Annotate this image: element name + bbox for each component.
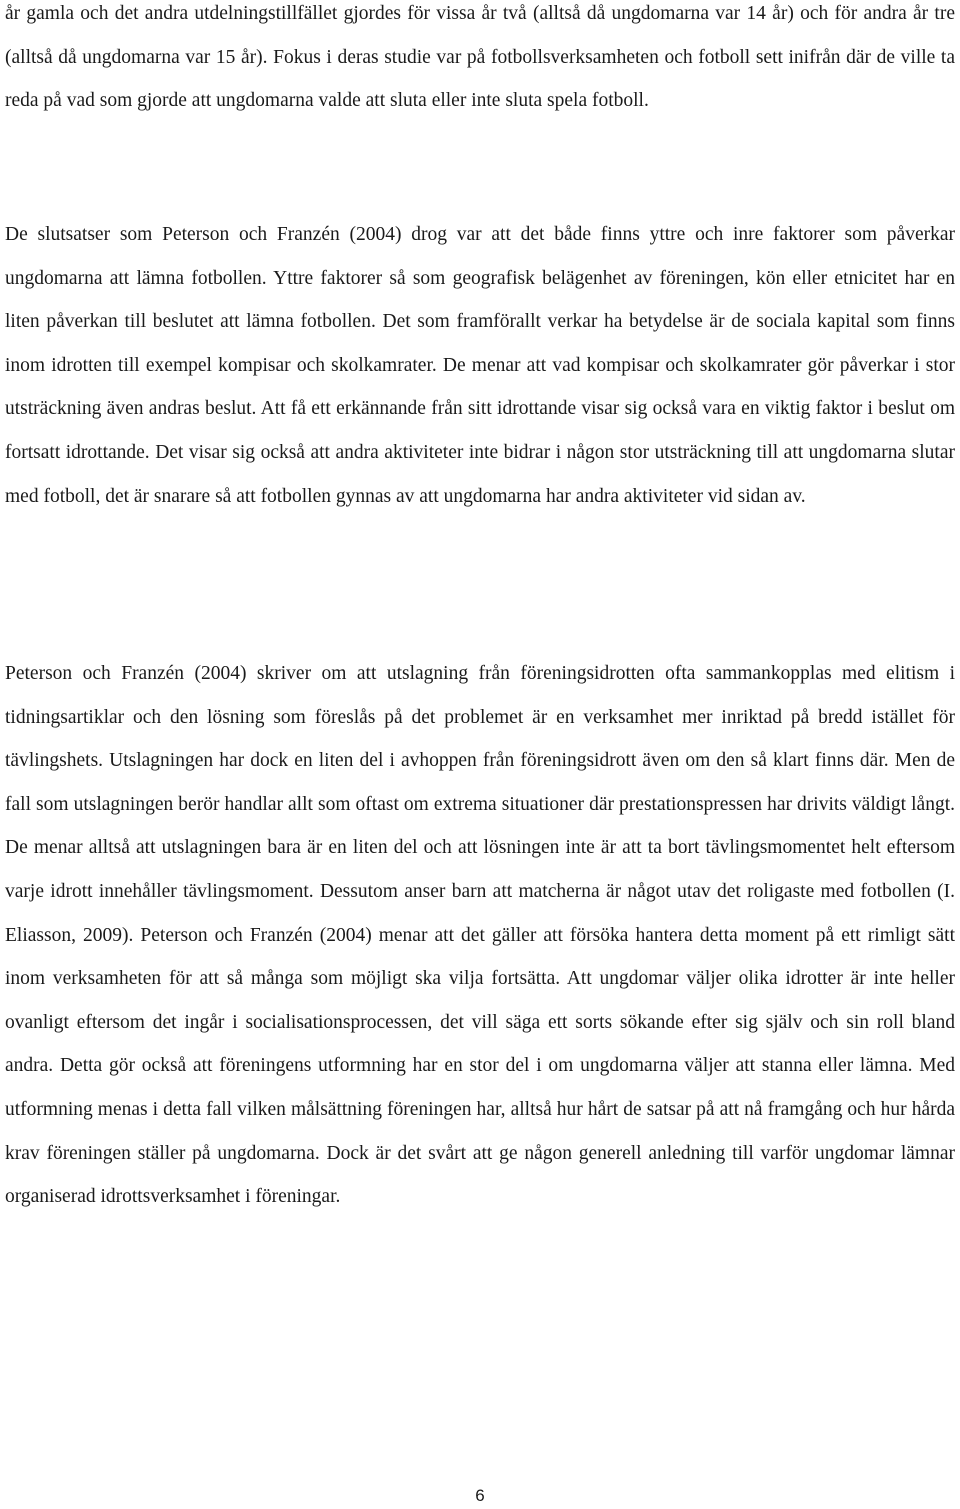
page-number: 6 [475, 1486, 485, 1505]
paragraph-2: De slutsatser som Peterson och Franzén (2004) drog var att det både finns yttre och inre faktorer som påverkar ungdomarna att lämna fotbollen. Yttre faktorer så som geografisk belägenhet av föreningen, kön eller etnicitet har en liten påverkan till beslutet att lämna fotbollen. Det som framförallt verkar ha betydelse är de sociala kapital som finns inom idrotten till exempel kompisar och skolkamrater. De menar att vad kompisar och skolkamrater gör påverkar i stor utsträckning även andras beslut. Att få ett erkännande från sitt idrottande visar sig också vara en viktig faktor i beslut om fortsatt idrottande. Det visar sig också att andra aktiviteter inte bidrar i någon stor utsträckning till att ungdomarna slutar med fotboll, det är snarare så att fotbollen gynnas av att ungdomarna har andra aktiviteter vid sidan av. [5, 224, 955, 507]
paragraph-1: år gamla och det andra utdelningstillfället gjordes för vissa år två (alltså då ungdomarna var 14 år) och för andra år tre (alltså då ungdomarna var 15 år). Fokus i deras studie var på fotbollsverksamheten och fotboll sett inifrån där de ville ta reda på vad som gjorde att ungdomarna valde att sluta eller inte sluta spela fotboll. [5, 3, 955, 112]
paragraph-3: Peterson och Franzén (2004) skriver om att utslagning från föreningsidrotten ofta sammankopplas med elitism i tidningsartiklar och den lösning som föreslås på det problemet är en verksamhet mer inriktad på bredd istället för tävlingshets. Utslagningen har dock en liten del i avhoppen från föreningsidrott även om den så klart finns där. Men de fall som utslagningen berör handlar allt som oftast om extrema situationer där prestationspressen har drivits väldigt långt. De menar alltså att utslagningen bara är en liten del och att lösningen inte är att ta bort tävlingsmomentet helt eftersom varje idrott innehåller tävlingsmoment. Dessutom anser barn att matcherna är något utav det roligaste med fotbollen (I. Eliasson, 2009). Peterson och Franzén (2004) menar att det gäller att försöka hantera detta moment på ett rimligt sätt inom verksamheten för att så många som möjligt ska vilja fortsätta. Att ungdomar väljer olika idrotter är inte heller ovanligt eftersom det ingår i socialisationsprocessen, det vill säga ett sorts sökande efter sig själv och sin roll bland andra. Detta gör också att föreningens utformning har en stor del i om ungdomarna väljer att stanna eller lämna. Med utformning menas i detta fall vilken målsättning föreningen har, alltså hur hårt de satsar på att nå framgång och hur hårda krav föreningen ställer på ungdomarna. Dock är det svårt att ge någon generell anledning till varför ungdomar lämnar organiserad idrottsverksamhet i föreningar. [5, 663, 955, 1208]
